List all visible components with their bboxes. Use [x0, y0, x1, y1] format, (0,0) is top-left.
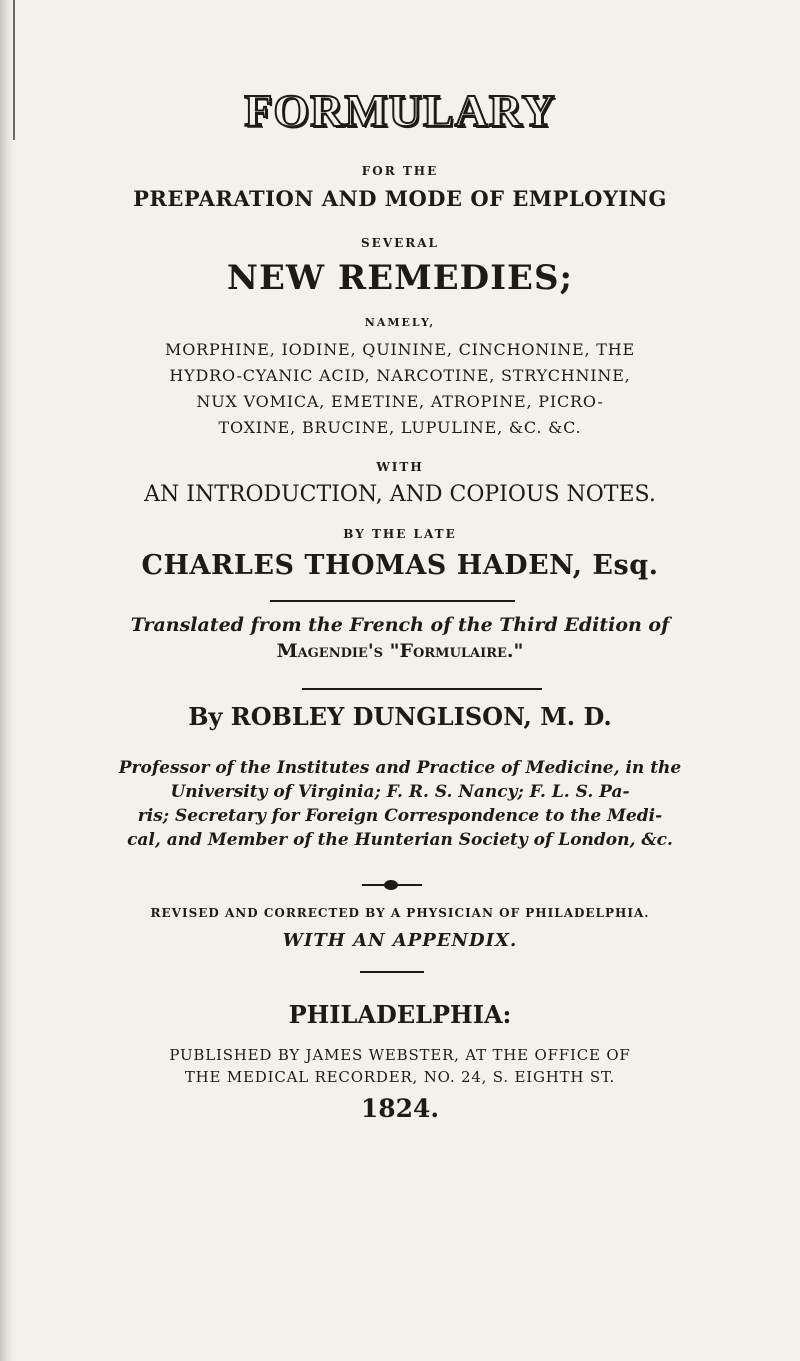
new-remedies-heading: NEW REMEDIES;: [226, 258, 574, 298]
for-the-line: FOR THE: [361, 164, 439, 178]
professor-line: University of Virginia; F. R. S. Nancy; F. L. S. Pa-: [170, 782, 630, 802]
remedies-line: NUX VOMICA, EMETINE, ATROPINE, PICRO-: [196, 392, 604, 411]
author-name: CHARLES THOMAS HADEN, Esq.: [141, 550, 659, 581]
remedies-line: HYDRO-CYANIC ACID, NARCOTINE, STRYCHNINE,: [169, 366, 631, 385]
translated-source-line: Magendie's "Formulaire.": [276, 640, 524, 662]
publisher-line: THE MEDICAL RECORDER, NO. 24, S. EIGHTH ST.: [184, 1068, 616, 1086]
several-line: SEVERAL: [361, 236, 439, 250]
translated-line: Translated from the French of the Third Edition of: [130, 614, 670, 636]
professor-line: Professor of the Institutes and Practice of Medicine, in the: [118, 758, 682, 778]
translator-name: By ROBLEY DUNGLISON, M. D.: [188, 702, 612, 731]
introduction-line: AN INTRODUCTION, AND COPIOUS NOTES.: [144, 482, 656, 507]
remedies-line: TOXINE, BRUCINE, LUPULINE, &C. &C.: [218, 418, 582, 437]
year-line: 1824.: [360, 1094, 440, 1123]
remedies-line: MORPHINE, IODINE, QUININE, CINCHONINE, THE: [165, 340, 635, 359]
preparation-line: PREPARATION AND MODE OF EMPLOYING: [133, 186, 667, 211]
ornament-divider: [40, 880, 760, 890]
with-line: WITH: [376, 460, 424, 474]
by-the-late-line: BY THE LATE: [343, 527, 457, 541]
publisher-line: PUBLISHED BY JAMES WEBSTER, AT THE OFFICE OF: [169, 1046, 631, 1064]
divider-rule: [302, 688, 542, 690]
professor-line: cal, and Member of the Hunterian Society of London, &c.: [127, 830, 673, 850]
title-page: [40, 0, 760, 1361]
revised-line: REVISED AND CORRECTED BY A PHYSICIAN OF PHILADELPHIA.: [150, 906, 650, 920]
divider-rule: [270, 600, 515, 602]
namely-line: NAMELY,: [364, 316, 436, 329]
page-edge: [0, 0, 14, 1361]
professor-line: ris; Secretary for Foreign Correspondence to the Medi-: [137, 806, 663, 826]
city-line: PHILADELPHIA:: [288, 1000, 512, 1029]
ornament-divider: [40, 968, 760, 976]
appendix-line: WITH AN APPENDIX.: [282, 930, 518, 951]
binding-line: [13, 0, 15, 140]
formulary-heading: FORMULARY: [244, 85, 556, 136]
